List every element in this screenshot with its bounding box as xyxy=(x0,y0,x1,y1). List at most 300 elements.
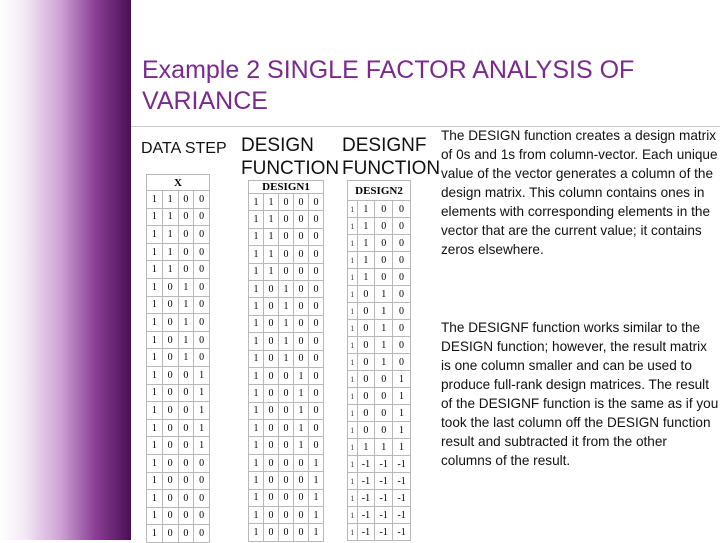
matrix-cell: 1 xyxy=(147,261,163,279)
matrix-cell: 1 xyxy=(147,278,163,296)
matrix-cell: 1 xyxy=(147,349,163,367)
matrix-cell: 0 xyxy=(375,252,393,269)
matrix-cell: 1 xyxy=(178,296,194,314)
matrix-cell: 1 xyxy=(348,388,358,405)
matrix-cell: 1 xyxy=(147,331,163,349)
matrix-cell: 0 xyxy=(162,349,178,367)
designf-matrix-header: DESIGN2 xyxy=(348,181,411,201)
matrix-cell: 1 xyxy=(375,439,393,456)
matrix-cell: 1 xyxy=(147,507,163,525)
matrix-cell: 1 xyxy=(348,337,358,354)
matrix-cell: 1 xyxy=(348,218,358,235)
matrix-cell: 1 xyxy=(293,367,308,384)
matrix-cell: 0 xyxy=(178,525,194,543)
matrix-cell: 1 xyxy=(293,385,308,402)
matrix-cell: 0 xyxy=(393,201,411,218)
matrix-cell: 0 xyxy=(357,286,375,303)
matrix-cell: 0 xyxy=(375,405,393,422)
matrix-row xyxy=(348,269,411,286)
matrix-row xyxy=(249,385,324,402)
matrix-row xyxy=(147,366,210,384)
matrix-cell: 0 xyxy=(263,472,278,489)
matrix-row xyxy=(249,228,324,245)
matrix-cell: 0 xyxy=(357,337,375,354)
matrix-row xyxy=(348,337,411,354)
matrix-row xyxy=(147,384,210,402)
matrix-cell: 0 xyxy=(393,269,411,286)
matrix-row xyxy=(249,315,324,332)
matrix-cell: 0 xyxy=(278,454,293,471)
matrix-cell: 0 xyxy=(293,280,308,297)
matrix-cell: 1 xyxy=(147,454,163,472)
matrix-row xyxy=(249,350,324,367)
matrix-cell: 0 xyxy=(293,246,308,263)
matrix-cell: 1 xyxy=(178,331,194,349)
matrix-cell: 0 xyxy=(194,454,210,472)
matrix-cell: 0 xyxy=(178,472,194,490)
matrix-cell: 0 xyxy=(308,246,323,263)
matrix-row xyxy=(249,367,324,384)
matrix-cell: -1 xyxy=(357,456,375,473)
matrix-cell: 1 xyxy=(194,419,210,437)
matrix-cell: 1 xyxy=(308,507,323,524)
matrix-cell: 0 xyxy=(308,350,323,367)
matrix-row xyxy=(147,437,210,455)
matrix-cell: 1 xyxy=(357,201,375,218)
matrix-cell: 0 xyxy=(278,246,293,263)
matrix-cell: 0 xyxy=(194,525,210,543)
matrix-cell: 1 xyxy=(375,320,393,337)
matrix-cell: 0 xyxy=(162,366,178,384)
matrix-cell: 0 xyxy=(263,315,278,332)
matrix-cell: 0 xyxy=(278,507,293,524)
matrix-cell: 0 xyxy=(308,333,323,350)
matrix-cell: 1 xyxy=(357,235,375,252)
matrix-cell: 1 xyxy=(194,402,210,420)
matrix-cell: 0 xyxy=(278,367,293,384)
matrix-cell: 0 xyxy=(162,384,178,402)
matrix-cell: 0 xyxy=(194,331,210,349)
matrix-cell: 1 xyxy=(249,507,264,524)
matrix-cell: 0 xyxy=(375,269,393,286)
matrix-cell: 0 xyxy=(194,226,210,244)
matrix-row xyxy=(147,331,210,349)
matrix-cell: 1 xyxy=(348,439,358,456)
matrix-cell: -1 xyxy=(357,524,375,541)
matrix-cell: 1 xyxy=(249,472,264,489)
matrix-cell: 0 xyxy=(263,507,278,524)
matrix-cell: 1 xyxy=(263,211,278,228)
matrix-cell: 1 xyxy=(147,525,163,543)
matrix-cell: 1 xyxy=(249,524,264,541)
matrix-cell: 0 xyxy=(178,419,194,437)
designf-function-label-line1: DESIGNF xyxy=(342,135,427,156)
matrix-row xyxy=(348,473,411,490)
matrix-row xyxy=(348,388,411,405)
matrix-row xyxy=(249,437,324,454)
matrix-cell: 0 xyxy=(293,315,308,332)
matrix-cell: 0 xyxy=(263,298,278,315)
matrix-cell: 0 xyxy=(308,280,323,297)
matrix-cell: 1 xyxy=(348,473,358,490)
matrix-cell: 1 xyxy=(178,314,194,332)
matrix-row xyxy=(348,320,411,337)
matrix-cell: 0 xyxy=(293,472,308,489)
matrix-cell: 0 xyxy=(162,314,178,332)
designf-matrix-table xyxy=(347,180,411,541)
matrix-cell: 0 xyxy=(308,367,323,384)
matrix-cell: 0 xyxy=(393,320,411,337)
matrix-cell: 0 xyxy=(308,402,323,419)
matrix-row xyxy=(348,201,411,218)
matrix-cell: 0 xyxy=(178,226,194,244)
matrix-cell: 0 xyxy=(178,261,194,279)
matrix-row xyxy=(249,280,324,297)
design-function-label-line2: FUNCTION xyxy=(241,158,340,179)
design-function-label-line1: DESIGN xyxy=(241,135,314,156)
matrix-cell: 0 xyxy=(308,315,323,332)
matrix-cell: 1 xyxy=(348,201,358,218)
matrix-cell: 1 xyxy=(249,298,264,315)
matrix-cell: 0 xyxy=(393,286,411,303)
matrix-cell: -1 xyxy=(375,473,393,490)
matrix-cell: 0 xyxy=(278,420,293,437)
matrix-cell: -1 xyxy=(375,490,393,507)
matrix-cell: 0 xyxy=(393,337,411,354)
matrix-cell: 0 xyxy=(293,263,308,280)
matrix-cell: 1 xyxy=(278,280,293,297)
matrix-cell: 1 xyxy=(308,454,323,471)
matrix-cell: 1 xyxy=(249,385,264,402)
matrix-cell: 0 xyxy=(263,489,278,506)
matrix-cell: 1 xyxy=(249,263,264,280)
matrix-row xyxy=(249,454,324,471)
matrix-cell: 0 xyxy=(293,454,308,471)
matrix-row xyxy=(249,298,324,315)
matrix-row xyxy=(348,286,411,303)
matrix-row xyxy=(147,226,210,244)
matrix-cell: -1 xyxy=(393,456,411,473)
matrix-cell: 0 xyxy=(194,243,210,261)
matrix-cell: 1 xyxy=(357,218,375,235)
matrix-cell: 1 xyxy=(147,208,163,226)
matrix-cell: 0 xyxy=(178,191,194,209)
matrix-row xyxy=(147,402,210,420)
matrix-cell: 0 xyxy=(162,490,178,508)
matrix-cell: 0 xyxy=(375,422,393,439)
matrix-cell: 1 xyxy=(249,402,264,419)
matrix-cell: 1 xyxy=(293,420,308,437)
matrix-row xyxy=(147,472,210,490)
matrix-cell: 0 xyxy=(162,525,178,543)
matrix-cell: 1 xyxy=(249,454,264,471)
matrix-row xyxy=(348,371,411,388)
matrix-cell: 1 xyxy=(249,194,264,211)
matrix-cell: 1 xyxy=(348,269,358,286)
matrix-cell: 1 xyxy=(147,314,163,332)
matrix-cell: 1 xyxy=(278,315,293,332)
matrix-cell: 0 xyxy=(278,211,293,228)
matrix-cell: 0 xyxy=(162,454,178,472)
matrix-cell: 0 xyxy=(162,402,178,420)
matrix-cell: 0 xyxy=(263,420,278,437)
matrix-cell: 0 xyxy=(293,350,308,367)
matrix-row xyxy=(147,261,210,279)
matrix-cell: 0 xyxy=(194,261,210,279)
matrix-row xyxy=(249,420,324,437)
matrix-cell: 1 xyxy=(249,350,264,367)
matrix-cell: 0 xyxy=(357,405,375,422)
matrix-row xyxy=(348,303,411,320)
matrix-row xyxy=(249,246,324,263)
matrix-cell: 0 xyxy=(278,194,293,211)
matrix-cell: 1 xyxy=(348,490,358,507)
matrix-cell: 0 xyxy=(293,333,308,350)
matrix-cell: 1 xyxy=(348,524,358,541)
matrix-cell: 0 xyxy=(293,489,308,506)
matrix-cell: 1 xyxy=(178,278,194,296)
matrix-cell: 1 xyxy=(147,402,163,420)
matrix-cell: 0 xyxy=(293,211,308,228)
matrix-cell: 0 xyxy=(278,489,293,506)
matrix-cell: 0 xyxy=(178,490,194,508)
matrix-cell: 1 xyxy=(162,226,178,244)
matrix-cell: 0 xyxy=(278,524,293,541)
matrix-cell: 0 xyxy=(393,218,411,235)
matrix-cell: 1 xyxy=(249,315,264,332)
matrix-cell: 0 xyxy=(178,454,194,472)
matrix-cell: 0 xyxy=(393,252,411,269)
matrix-cell: 1 xyxy=(348,422,358,439)
matrix-row xyxy=(348,354,411,371)
matrix-cell: 0 xyxy=(375,235,393,252)
matrix-cell: 1 xyxy=(249,489,264,506)
matrix-cell: 0 xyxy=(178,507,194,525)
matrix-cell: 0 xyxy=(162,278,178,296)
matrix-cell: 0 xyxy=(278,402,293,419)
matrix-cell: 1 xyxy=(393,388,411,405)
matrix-row xyxy=(348,524,411,541)
matrix-cell: 0 xyxy=(357,320,375,337)
matrix-cell: 1 xyxy=(348,252,358,269)
matrix-cell: 0 xyxy=(293,194,308,211)
matrix-cell: 1 xyxy=(348,235,358,252)
matrix-cell: 0 xyxy=(293,228,308,245)
matrix-cell: 0 xyxy=(178,437,194,455)
matrix-row xyxy=(249,507,324,524)
matrix-cell: 1 xyxy=(357,252,375,269)
matrix-cell: 1 xyxy=(263,228,278,245)
matrix-cell: 0 xyxy=(375,388,393,405)
matrix-cell: 1 xyxy=(393,371,411,388)
matrix-cell: 0 xyxy=(308,228,323,245)
matrix-cell: 1 xyxy=(375,303,393,320)
matrix-row xyxy=(348,456,411,473)
matrix-cell: 0 xyxy=(357,388,375,405)
designf-function-label-line2: FUNCTION xyxy=(342,158,441,179)
matrix-cell: 0 xyxy=(178,208,194,226)
matrix-cell: 0 xyxy=(178,243,194,261)
matrix-cell: 0 xyxy=(293,524,308,541)
matrix-cell: 1 xyxy=(393,439,411,456)
matrix-cell: 1 xyxy=(249,228,264,245)
matrix-cell: 0 xyxy=(194,490,210,508)
matrix-cell: -1 xyxy=(357,507,375,524)
matrix-row xyxy=(249,211,324,228)
design-function-description: The DESIGN function creates a design matrix of 0s and 1s from column-vector. Each unique value of the vector generates a column of the design matrix. This column contains ones in elements with corresponding elements in the vector that are the current value; it contains zeros elsewhere. xyxy=(441,128,718,257)
matrix-cell: -1 xyxy=(393,507,411,524)
matrix-row xyxy=(348,218,411,235)
matrix-cell: 0 xyxy=(357,303,375,320)
matrix-cell: 1 xyxy=(357,439,375,456)
matrix-cell: 1 xyxy=(308,472,323,489)
matrix-cell: 0 xyxy=(162,331,178,349)
matrix-cell: 1 xyxy=(393,405,411,422)
matrix-cell: 1 xyxy=(348,507,358,524)
matrix-cell: 0 xyxy=(194,296,210,314)
matrix-row xyxy=(348,439,411,456)
matrix-cell: 0 xyxy=(162,437,178,455)
matrix-cell: 1 xyxy=(293,437,308,454)
matrix-cell: 0 xyxy=(375,218,393,235)
matrix-cell: 1 xyxy=(348,320,358,337)
design-matrix-header: DESIGN1 xyxy=(249,181,324,194)
matrix-row xyxy=(147,314,210,332)
matrix-cell: 1 xyxy=(249,367,264,384)
slide-title: Example 2 SINGLE FACTOR ANALYSIS OF VARIANCE xyxy=(142,56,635,115)
matrix-cell: 0 xyxy=(357,422,375,439)
matrix-cell: -1 xyxy=(357,490,375,507)
matrix-cell: 1 xyxy=(178,349,194,367)
x-matrix-header: X xyxy=(147,175,210,191)
matrix-cell: 0 xyxy=(263,367,278,384)
matrix-cell: 1 xyxy=(308,524,323,541)
matrix-cell: -1 xyxy=(357,473,375,490)
matrix-cell: 0 xyxy=(308,194,323,211)
matrix-cell: 0 xyxy=(162,507,178,525)
matrix-row xyxy=(348,405,411,422)
matrix-cell: 1 xyxy=(194,366,210,384)
matrix-cell: 1 xyxy=(147,243,163,261)
matrix-cell: 0 xyxy=(393,235,411,252)
matrix-cell: 0 xyxy=(178,402,194,420)
design-matrix-table xyxy=(248,180,324,542)
matrix-cell: 1 xyxy=(147,191,163,209)
matrix-cell: 0 xyxy=(178,384,194,402)
matrix-cell: 0 xyxy=(162,472,178,490)
matrix-cell: 0 xyxy=(278,385,293,402)
matrix-cell: -1 xyxy=(375,524,393,541)
matrix-cell: 0 xyxy=(278,263,293,280)
matrix-cell: 0 xyxy=(278,472,293,489)
matrix-cell: 1 xyxy=(263,194,278,211)
matrix-cell: 0 xyxy=(194,507,210,525)
designf-function-description: The DESIGNF function works similar to the DESIGN function; however, the result matrix is one column smaller and can be used to produce full-rank design matrices. The result of the DESIGNF function is the same as if you took the last column off the DESIGN function result and subtracted it from the other columns of the result. xyxy=(441,320,719,468)
matrix-cell: 0 xyxy=(308,385,323,402)
matrix-cell: 1 xyxy=(147,490,163,508)
matrix-cell: 1 xyxy=(308,489,323,506)
matrix-cell: 0 xyxy=(263,454,278,471)
matrix-cell: 0 xyxy=(308,298,323,315)
matrix-cell: 0 xyxy=(263,437,278,454)
matrix-cell: -1 xyxy=(393,490,411,507)
decorative-sidebar xyxy=(0,0,131,540)
matrix-cell: 0 xyxy=(194,349,210,367)
matrix-cell: 0 xyxy=(293,298,308,315)
matrix-row xyxy=(249,333,324,350)
matrix-cell: -1 xyxy=(393,524,411,541)
matrix-row xyxy=(147,296,210,314)
matrix-cell: 1 xyxy=(162,191,178,209)
matrix-cell: 1 xyxy=(249,280,264,297)
matrix-row xyxy=(147,454,210,472)
matrix-cell: 0 xyxy=(178,366,194,384)
matrix-row xyxy=(147,191,210,209)
matrix-cell: 0 xyxy=(357,354,375,371)
matrix-cell: 0 xyxy=(278,437,293,454)
matrix-cell: 0 xyxy=(308,420,323,437)
matrix-cell: 0 xyxy=(308,211,323,228)
matrix-cell: 0 xyxy=(194,472,210,490)
matrix-cell: 0 xyxy=(263,350,278,367)
matrix-row xyxy=(147,278,210,296)
matrix-cell: 1 xyxy=(249,333,264,350)
matrix-cell: 1 xyxy=(393,422,411,439)
matrix-cell: 1 xyxy=(348,354,358,371)
matrix-cell: 1 xyxy=(278,333,293,350)
matrix-row xyxy=(348,422,411,439)
matrix-row xyxy=(348,507,411,524)
matrix-cell: 0 xyxy=(194,191,210,209)
matrix-row xyxy=(147,490,210,508)
matrix-cell: 1 xyxy=(263,263,278,280)
matrix-cell: 0 xyxy=(263,333,278,350)
matrix-cell: 0 xyxy=(263,385,278,402)
matrix-cell: 0 xyxy=(308,437,323,454)
matrix-cell: 0 xyxy=(393,303,411,320)
matrix-row xyxy=(249,263,324,280)
matrix-cell: 1 xyxy=(278,350,293,367)
matrix-cell: 0 xyxy=(393,354,411,371)
matrix-cell: 1 xyxy=(375,286,393,303)
matrix-cell: 1 xyxy=(162,243,178,261)
matrix-row xyxy=(348,490,411,507)
matrix-cell: 0 xyxy=(375,371,393,388)
matrix-cell: 1 xyxy=(278,298,293,315)
matrix-cell: 1 xyxy=(348,286,358,303)
matrix-cell: 0 xyxy=(263,280,278,297)
matrix-cell: 1 xyxy=(147,226,163,244)
data-step-label: DATA STEP xyxy=(141,140,227,157)
matrix-cell: 1 xyxy=(375,337,393,354)
matrix-cell: 1 xyxy=(375,354,393,371)
matrix-cell: 0 xyxy=(194,314,210,332)
matrix-cell: 1 xyxy=(194,437,210,455)
matrix-cell: 1 xyxy=(348,456,358,473)
matrix-row xyxy=(249,402,324,419)
matrix-cell: 1 xyxy=(162,261,178,279)
matrix-cell: 1 xyxy=(147,472,163,490)
matrix-cell: 1 xyxy=(348,405,358,422)
matrix-cell: -1 xyxy=(375,507,393,524)
matrix-cell: 1 xyxy=(348,371,358,388)
matrix-cell: 0 xyxy=(357,371,375,388)
matrix-row xyxy=(147,208,210,226)
matrix-cell: 1 xyxy=(249,246,264,263)
matrix-cell: 0 xyxy=(278,228,293,245)
matrix-cell: 0 xyxy=(293,507,308,524)
matrix-cell: 1 xyxy=(147,296,163,314)
